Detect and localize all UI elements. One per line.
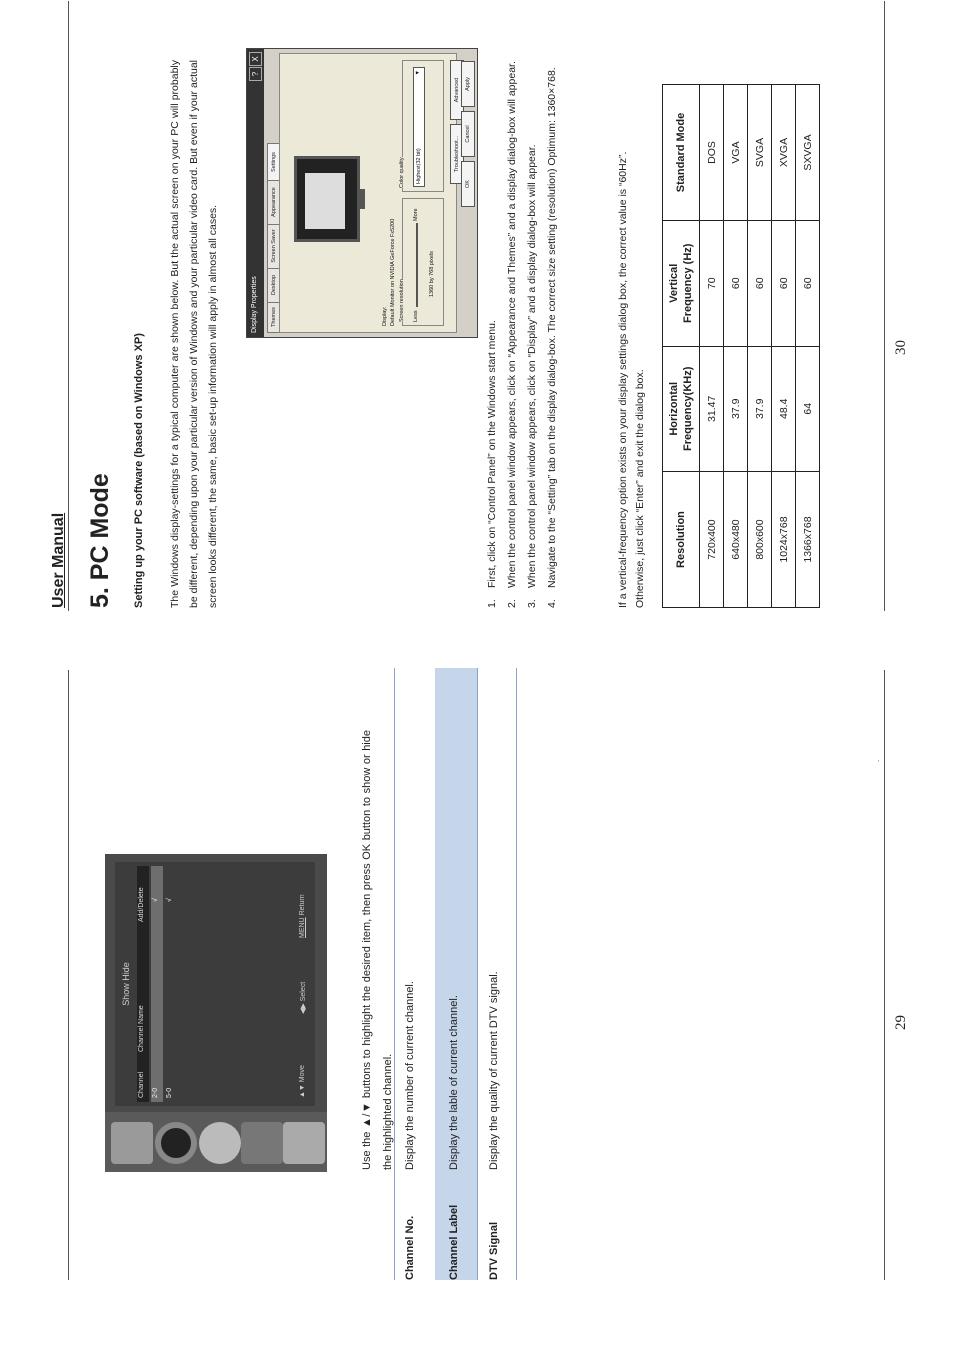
resolution-value: 1360 by 768 pixels: [429, 251, 435, 297]
item-term: Channel Label: [448, 1204, 460, 1280]
cell: 37.9: [748, 346, 772, 472]
top-rule: [68, 1, 69, 611]
color-quality-label: Color quality: [399, 157, 405, 188]
select-hint: ◀▶ Select: [300, 981, 307, 1014]
step-text: Navigate to the “Setting” tab on the display dialog-box. The correct size setting (resolution) Optimum: 1360×768.: [546, 67, 558, 588]
page-29: [0, 675, 954, 1350]
step-text: When the control panel window appears, click on “Display” and a display dialog-box will appear.: [526, 144, 538, 588]
check-icon: √: [166, 898, 173, 902]
more-label: More: [413, 208, 419, 221]
lock-icon: [283, 1122, 325, 1164]
display-label: Display:: [382, 306, 388, 326]
cell: XVGA: [772, 85, 796, 221]
tab-appearance[interactable]: Appearance: [267, 179, 281, 225]
note-line: If a vertical-frequency option exists on your display settings dialog box, the correct value is “60Hz”.: [617, 151, 629, 608]
dialog-title: Display Properties: [251, 276, 258, 333]
item-term: DTV Signal: [488, 1221, 500, 1280]
cell: 800x600: [748, 472, 772, 608]
menu-icon-strip: [105, 1112, 327, 1172]
list-item: [504, 52, 521, 608]
cancel-button[interactable]: Cancel: [461, 111, 475, 157]
table-row: [796, 85, 820, 608]
move-hint: ▲▼ Move: [299, 1065, 306, 1098]
note-text: [615, 52, 649, 608]
cell: 1366x768: [796, 472, 820, 608]
separator: [394, 668, 395, 1280]
advanced-button[interactable]: Advanced: [450, 60, 464, 120]
top-rule: [68, 670, 69, 1280]
cell: VGA: [724, 85, 748, 221]
col-channel-name: Channel Name: [138, 1005, 145, 1052]
cell: 720x400: [700, 472, 724, 608]
step-number: 2.: [506, 599, 518, 608]
cell: 60: [724, 221, 748, 347]
page-number: 29: [893, 1015, 909, 1030]
highlight-band: [435, 668, 477, 1280]
cell: DOS: [700, 85, 724, 221]
cell: 31.47: [700, 346, 724, 472]
return-hint: [299, 894, 306, 938]
header-standard-mode: Standard Mode: [663, 85, 700, 221]
bottom-rule: [884, 1, 885, 611]
item-desc: Display the lable of current channel.: [448, 995, 460, 1170]
item-desc: Display the quality of current DTV signal.: [488, 971, 500, 1170]
tab-screen-saver[interactable]: Screen Saver: [267, 223, 281, 269]
item-term: Channel No.: [404, 1215, 416, 1280]
tab-desktop[interactable]: Desktop: [267, 267, 281, 303]
table-header-row: [663, 85, 700, 608]
resolution-label: Screen resolution: [399, 279, 405, 322]
color-quality-group: [399, 60, 444, 192]
table-row: [700, 85, 724, 608]
channel-row[interactable]: [165, 866, 177, 1102]
color-quality-value: Highest(32 bit): [416, 148, 422, 184]
step-number: 4.: [546, 599, 558, 608]
sound-icon: [155, 1122, 197, 1164]
display-properties-dialog: [246, 48, 478, 338]
dot-mark: .: [872, 759, 881, 762]
show-hide-panel: [115, 862, 315, 1106]
select-label: Select: [300, 981, 307, 1002]
tools-icon: [241, 1122, 283, 1164]
channel-row[interactable]: [151, 866, 163, 1102]
cell: 64: [796, 346, 820, 472]
cell: 70: [700, 221, 724, 347]
step-text: First, click on “Control Panel” on the Windows start menu.: [486, 320, 498, 588]
header-vertical: Vertical Frequency (Hz): [663, 221, 700, 347]
clock-icon: [199, 1122, 241, 1164]
step-text: When the control panel window appears, click on “Appearance and Themes” and a display dialog-box will appear.: [506, 61, 518, 588]
apply-button[interactable]: Apply: [461, 61, 475, 107]
separator: [477, 668, 478, 1280]
intro-text: Use the ▲/▼ buttons to highlight the desired item, then press OK button to show or hide the highlighted channel.: [361, 730, 394, 1170]
check-icon: √: [152, 898, 159, 902]
list-item: [544, 52, 561, 608]
resolution-group: [399, 198, 444, 326]
table-row: [724, 85, 748, 608]
col-channel: Channel: [138, 1071, 145, 1098]
cell: 60: [772, 221, 796, 347]
chevron-down-icon: ▼: [415, 70, 421, 76]
display-value: Default Monitor on NVIDIA GeForce Fx5200: [390, 218, 396, 326]
resolution-slider[interactable]: [416, 223, 418, 307]
panel-footer: [297, 862, 311, 1106]
cell: 48.4: [772, 346, 796, 472]
step-number: 3.: [526, 599, 538, 608]
table-row: [748, 85, 772, 608]
cell: 37.9: [724, 346, 748, 472]
tab-themes[interactable]: Themes: [267, 301, 281, 333]
cell: 640x480: [724, 472, 748, 608]
cell: SVGA: [748, 85, 772, 221]
close-button[interactable]: X: [249, 52, 262, 66]
row-channel: 5-0: [166, 1087, 173, 1098]
display-modes-table: [662, 84, 820, 608]
list-item: [484, 52, 501, 608]
step-number: 1.: [486, 599, 498, 608]
panel-title: Show Hide: [121, 962, 131, 1006]
separator: [516, 668, 517, 1280]
section-title: 5. PC Mode: [86, 473, 114, 608]
monitor-icon: [294, 156, 360, 242]
cell: 60: [748, 221, 772, 347]
header-resolution: Resolution: [663, 472, 700, 608]
item-desc: Display the number of current channel.: [404, 981, 416, 1170]
cell: SXVGA: [796, 85, 820, 221]
help-button[interactable]: ?: [249, 67, 262, 81]
less-label: Less: [413, 310, 419, 322]
header-horizontal: Horizontal Frequency(KHz): [663, 346, 700, 472]
page-number: 30: [893, 340, 909, 355]
dialog-titlebar: [247, 49, 264, 337]
menu-label: MENU: [299, 917, 306, 938]
troubleshoot-button[interactable]: Troubleshoot...: [450, 124, 464, 184]
running-header: User Manual: [50, 512, 67, 608]
cell: 1024x768: [772, 472, 796, 608]
note-line: Otherwise, just click “Enter” and exit the dialog box.: [634, 369, 646, 608]
col-add-delete: Add/Delete: [138, 887, 145, 922]
bottom-rule: [884, 670, 885, 1280]
move-label: Move: [299, 1065, 306, 1083]
ok-button[interactable]: OK: [461, 161, 475, 207]
row-channel: 2-0: [152, 1087, 159, 1098]
settings-panel: [279, 53, 460, 333]
intro-paragraph: The Windows display-settings for a typical computer are shown below. But the actual screen on your PC will probably be different, depending upon your particular version of Windows and your particular video card. But even if your actual screen looks different, the same, basic set-up information will apply in almost all cases.: [169, 60, 219, 608]
color-quality-select[interactable]: [413, 67, 425, 187]
picture-icon: [111, 1122, 153, 1164]
tab-settings[interactable]: Settings: [267, 143, 281, 181]
steps-list: [484, 52, 564, 608]
list-item: [524, 52, 541, 608]
show-hide-screenshot: [105, 854, 327, 1172]
table-row: [772, 85, 796, 608]
panel-header: [137, 866, 149, 1102]
return-label: Return: [299, 894, 306, 916]
section-subtitle: Setting up your PC software (based on Windows XP): [133, 333, 145, 608]
cell: 60: [796, 221, 820, 347]
